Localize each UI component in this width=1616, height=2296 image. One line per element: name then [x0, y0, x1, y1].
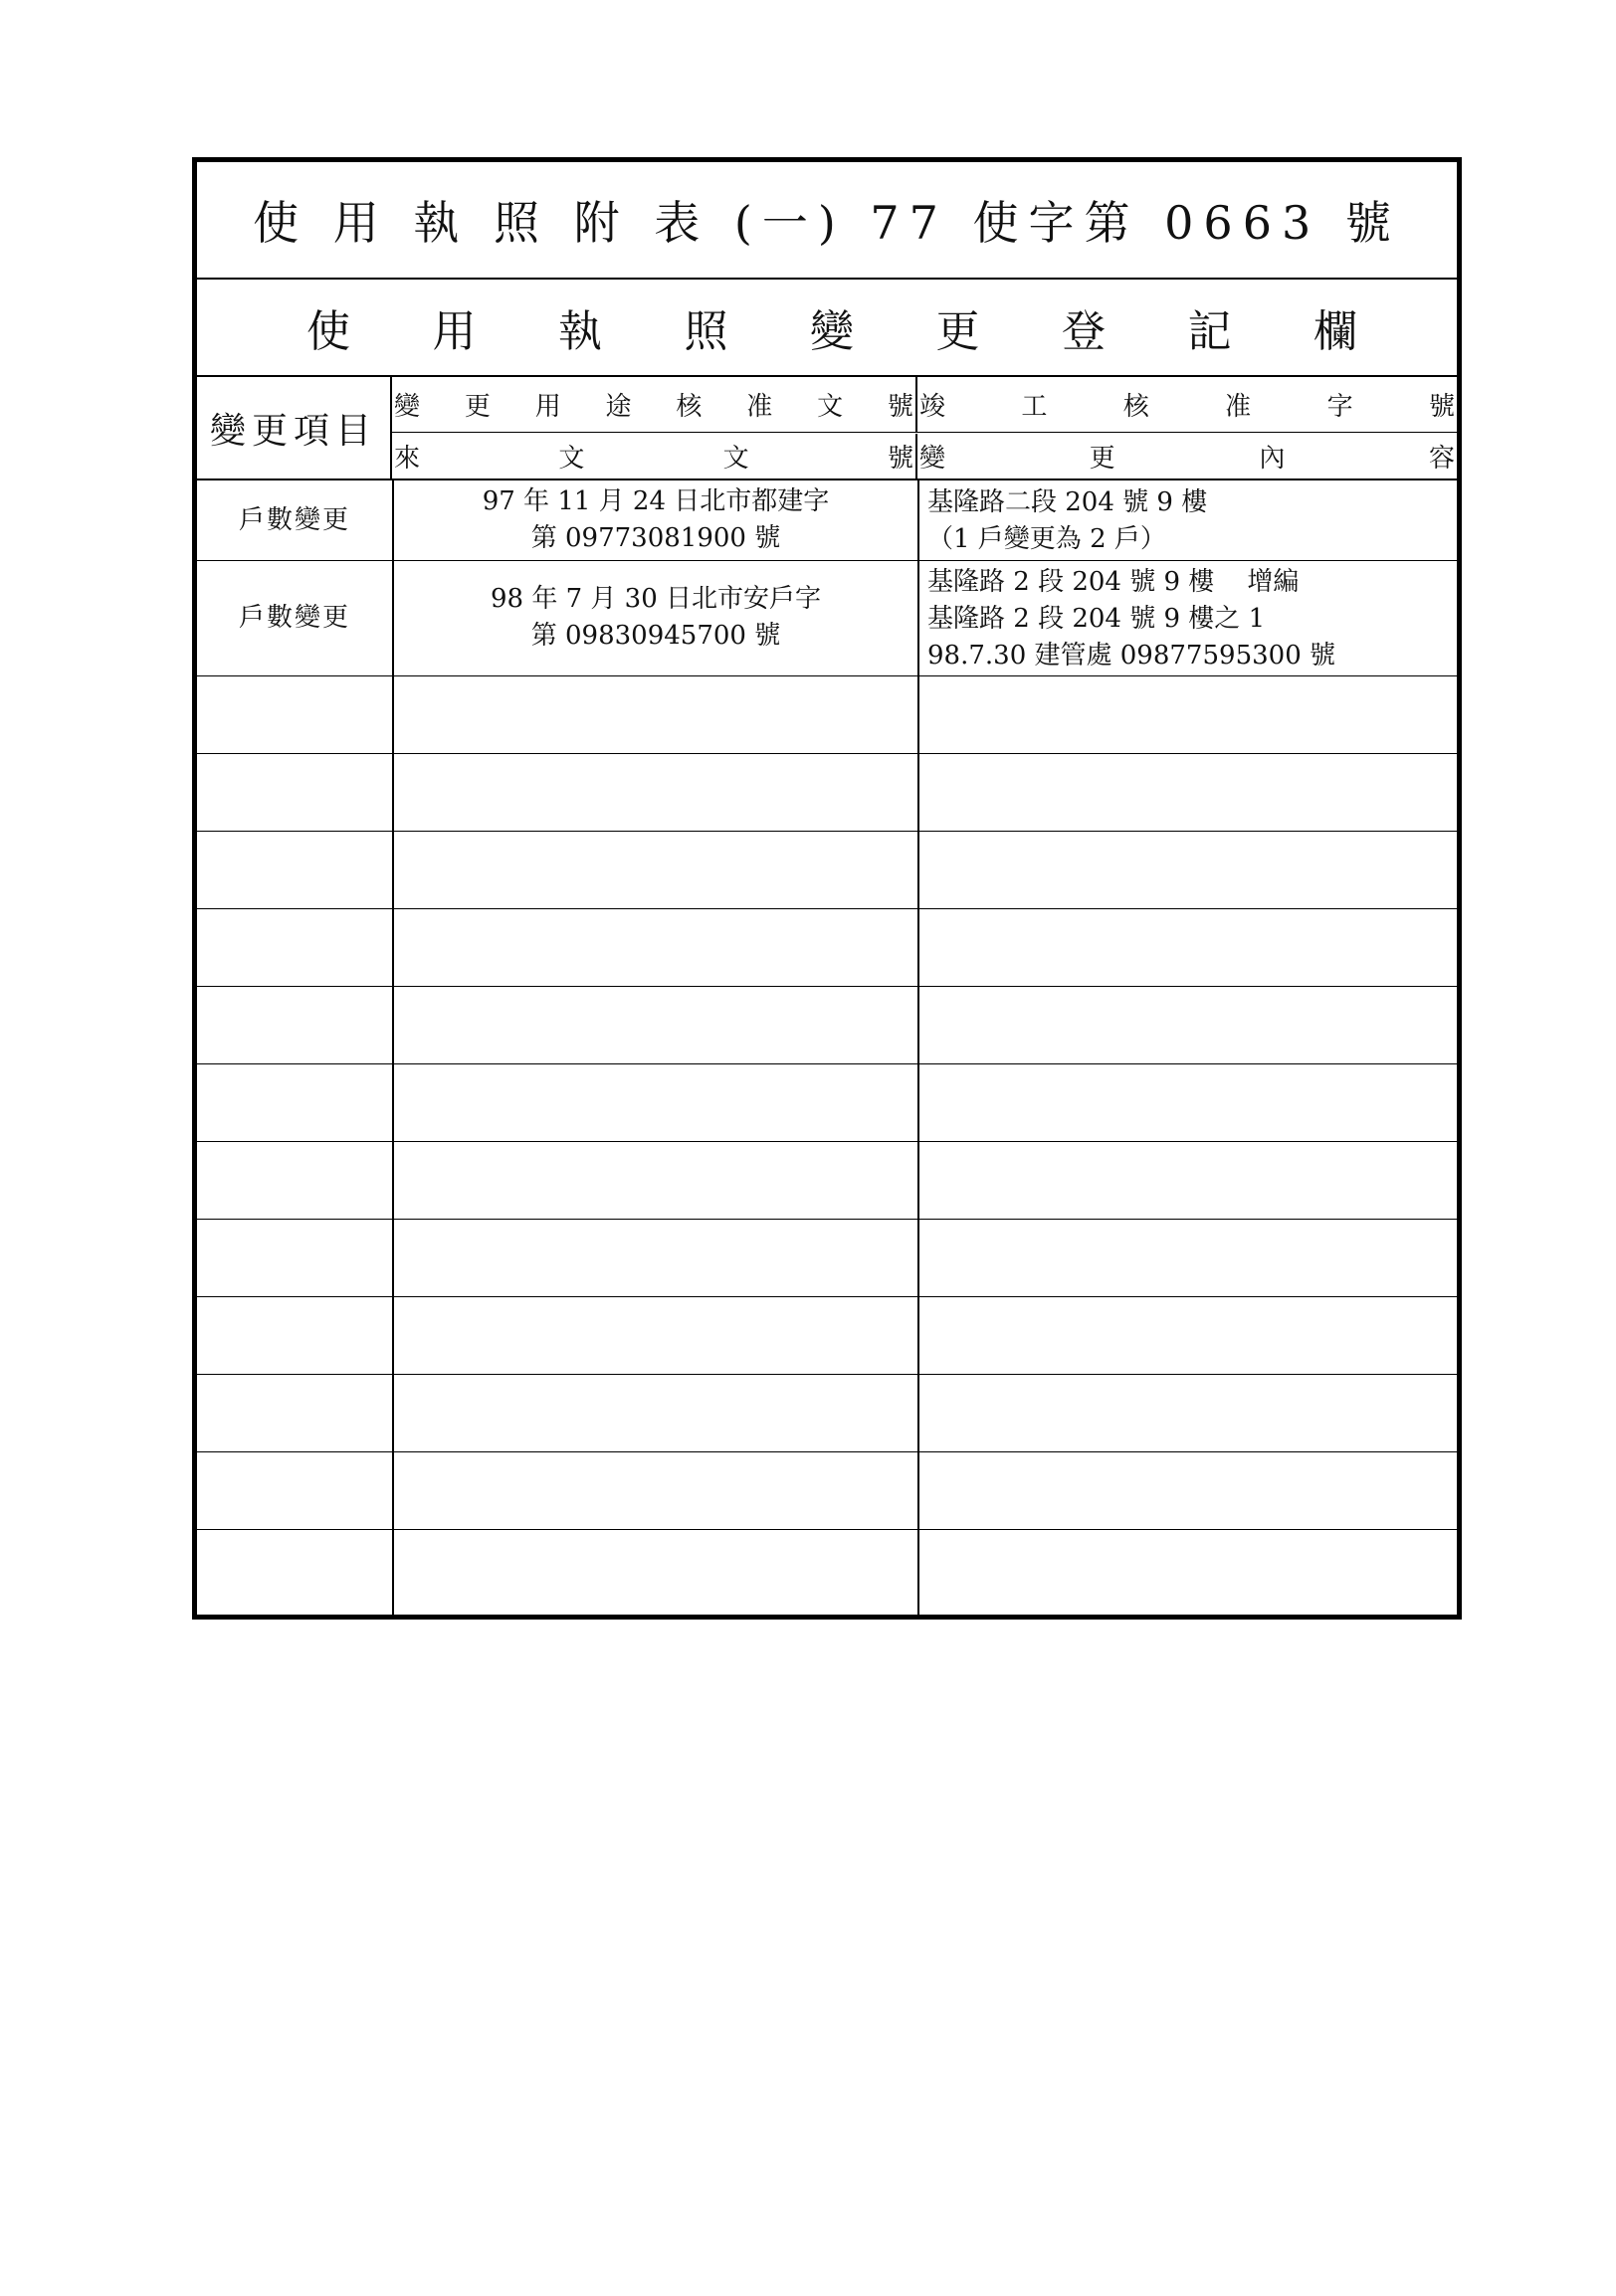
table-row-doc [394, 560, 917, 675]
section-title-char: 執 [558, 306, 602, 357]
header-char: 容 [1428, 444, 1455, 474]
header-char: 來 [394, 444, 421, 474]
header-char: 核 [676, 392, 703, 422]
section-title-char: 變 [810, 306, 854, 357]
content-line: 基隆路二段 204 號 9 樓 [927, 487, 1208, 517]
row-divider [197, 831, 1457, 832]
content-line: 基隆路 2 段 204 號 9 樓之 1 [927, 604, 1266, 634]
section-title [197, 280, 1457, 377]
row-divider [197, 1296, 1457, 1297]
header-char: 准 [746, 392, 773, 422]
header-char: 用 [534, 392, 561, 422]
header-char: 變 [394, 392, 421, 422]
section-title-char: 欄 [1313, 306, 1357, 357]
doc-line: 第 09830945700 號 [530, 621, 781, 651]
header-char: 准 [1225, 392, 1252, 422]
content-line: 基隆路 2 段 204 號 9 樓 增編 [927, 567, 1300, 597]
doc-line: 第 09773081900 號 [530, 523, 781, 553]
content-line: （1 戶變更為 2 戶） [927, 524, 1166, 554]
doc-line: 98 年 7 月 30 日北市安戶字 [490, 584, 822, 614]
header-char: 字 [1326, 392, 1353, 422]
header-char: 核 [1122, 392, 1149, 422]
header-char: 工 [1021, 392, 1048, 422]
section-title-char: 記 [1187, 306, 1232, 357]
row-divider [197, 1374, 1457, 1375]
header-char: 變 [919, 444, 946, 474]
section-title-char: 更 [935, 306, 980, 357]
section-title-char: 照 [684, 306, 728, 357]
table-row-item: 戶數變更 [238, 504, 350, 535]
header-approval-doc-no [392, 377, 917, 433]
row-divider [197, 675, 1457, 676]
header-change-item: 變更項目 [197, 377, 392, 480]
row-divider [197, 1451, 1457, 1452]
table-row-item: 戶數變更 [238, 602, 350, 633]
row-divider [197, 1529, 1457, 1530]
header-char: 號 [887, 444, 913, 474]
header-char: 文 [558, 444, 585, 474]
table-row-content [919, 480, 1457, 560]
row-divider [197, 1219, 1457, 1220]
license-table [192, 157, 1462, 1620]
doc-line: 97 年 11 月 24 日北市都建字 [482, 486, 830, 516]
header-char: 更 [1089, 444, 1115, 474]
header-char: 文 [722, 444, 749, 474]
header-char: 內 [1259, 444, 1286, 474]
row-divider [197, 908, 1457, 909]
table-row-content [919, 560, 1457, 675]
header-char: 號 [1428, 392, 1455, 422]
row-divider [197, 1063, 1457, 1064]
header-char: 文 [817, 392, 844, 422]
document-title: 使 用 執 照 附 表 (一) 77 使字第 0663 號 [197, 162, 1457, 280]
section-title-char: 登 [1062, 306, 1106, 357]
header-incoming-doc-no [392, 434, 917, 480]
row-divider [197, 986, 1457, 987]
section-title-char: 使 [306, 306, 350, 357]
section-title-char: 用 [432, 306, 477, 357]
header-completion-approval-no [917, 377, 1457, 433]
row-divider [197, 1141, 1457, 1142]
header-char: 竣 [919, 392, 946, 422]
table-row-doc [394, 480, 917, 560]
header-char: 號 [887, 392, 913, 422]
header-char: 更 [464, 392, 491, 422]
row-divider [197, 753, 1457, 754]
header-change-content [917, 434, 1457, 480]
content-line: 98.7.30 建管處 09877595300 號 [927, 641, 1335, 670]
header-char: 途 [605, 392, 632, 422]
